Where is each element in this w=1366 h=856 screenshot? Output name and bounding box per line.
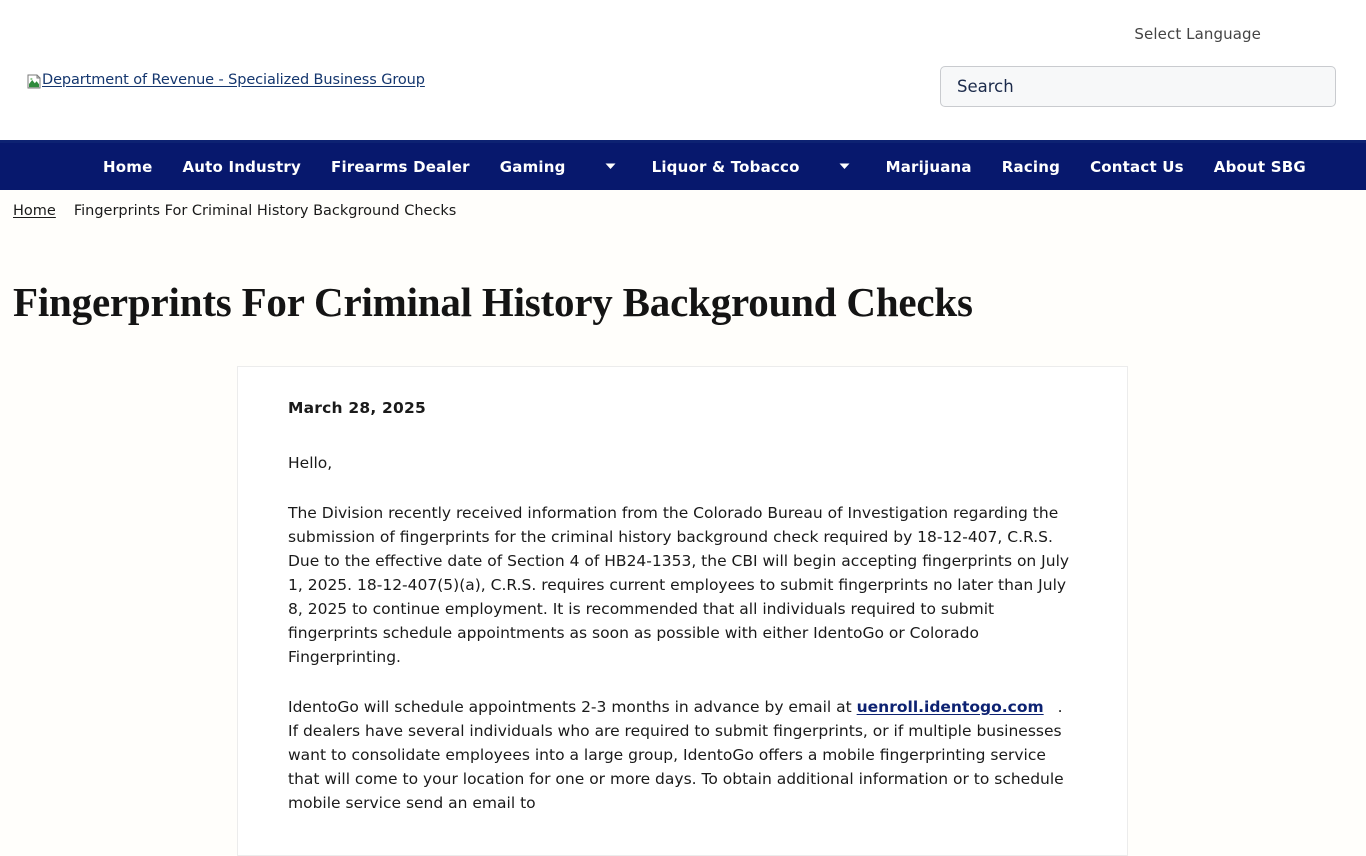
site-logo-link[interactable] xyxy=(27,72,425,88)
nav-item-auto-industry[interactable]: Auto Industry xyxy=(182,157,302,176)
letter-paragraph-1: The Division recently received information from the Colorado Bureau of Investigation regarding the submission of fingerprints for the criminal history background check required by 18-12-407, C.R.S. Due to the effective date of Section 4 of HB24-1353, the CBI will begin accepting fingerprints on July 1, 2025. 18-12-407(5)(a), C.R.S. requires current employees to submit fingerprints no later than July 8, 2025 to continue employment. It is recommended that all individuals required to submit fingerprints schedule appointments as soon as possible with either IdentoGo or Colorado Fingerprinting. xyxy=(288,504,1070,667)
letter-paragraph-2 xyxy=(288,695,1077,815)
select-language-dropdown[interactable]: Select Language xyxy=(1134,25,1261,43)
site-logo-alt-text: Department of Revenue - Specialized Business Group xyxy=(42,72,425,88)
identogo-enrollment-link[interactable]: uenroll.identogo.com xyxy=(856,698,1044,717)
letter-paragraph-2-after: . If dealers have several individuals who are required to submit fingerprints, or if multiple businesses want to consolidate employees into a large group, IdentoGo offers a mobile fingerprinting service that will come to your location for one or more days. To obtain additional information or to schedule mobile service send an email to xyxy=(288,698,1064,813)
nav-item-gaming[interactable]: Gaming xyxy=(499,157,566,176)
content-area xyxy=(0,324,1366,856)
breadcrumb-home-link[interactable]: Home xyxy=(13,203,56,219)
nav-item-racing[interactable]: Racing xyxy=(1001,157,1061,176)
breadcrumb-current-page: Fingerprints For Criminal History Background Checks xyxy=(73,203,457,219)
search-input[interactable] xyxy=(940,66,1336,107)
letter-date: March 28, 2025 xyxy=(288,399,426,418)
letter-paragraph-2-before: IdentoGo will schedule appointments 2-3 months in advance by email at xyxy=(288,698,852,717)
primary-navigation xyxy=(0,140,1366,190)
chevron-down-icon-gaming[interactable] xyxy=(596,163,626,170)
nav-item-home[interactable]: Home xyxy=(103,157,153,176)
nav-item-contact-us[interactable]: Contact Us xyxy=(1090,157,1184,176)
nav-item-marijuana[interactable]: Marijuana xyxy=(885,157,972,176)
search-container xyxy=(940,66,1336,107)
utility-bar xyxy=(0,0,1366,58)
nav-item-about-sbg[interactable]: About SBG xyxy=(1213,157,1306,176)
letter-card xyxy=(237,366,1128,856)
nav-item-firearms-dealer[interactable]: Firearms Dealer xyxy=(331,157,470,176)
breadcrumb xyxy=(0,190,1366,232)
broken-image-icon xyxy=(27,74,41,89)
page-title: Fingerprints For Criminal History Background Checks xyxy=(13,279,973,325)
letter-greeting: Hello, xyxy=(288,454,333,473)
masthead xyxy=(0,58,1366,140)
nav-item-liquor-tobacco[interactable]: Liquor & Tobacco xyxy=(651,157,800,176)
chevron-down-icon-liquor-tobacco[interactable] xyxy=(830,163,860,170)
